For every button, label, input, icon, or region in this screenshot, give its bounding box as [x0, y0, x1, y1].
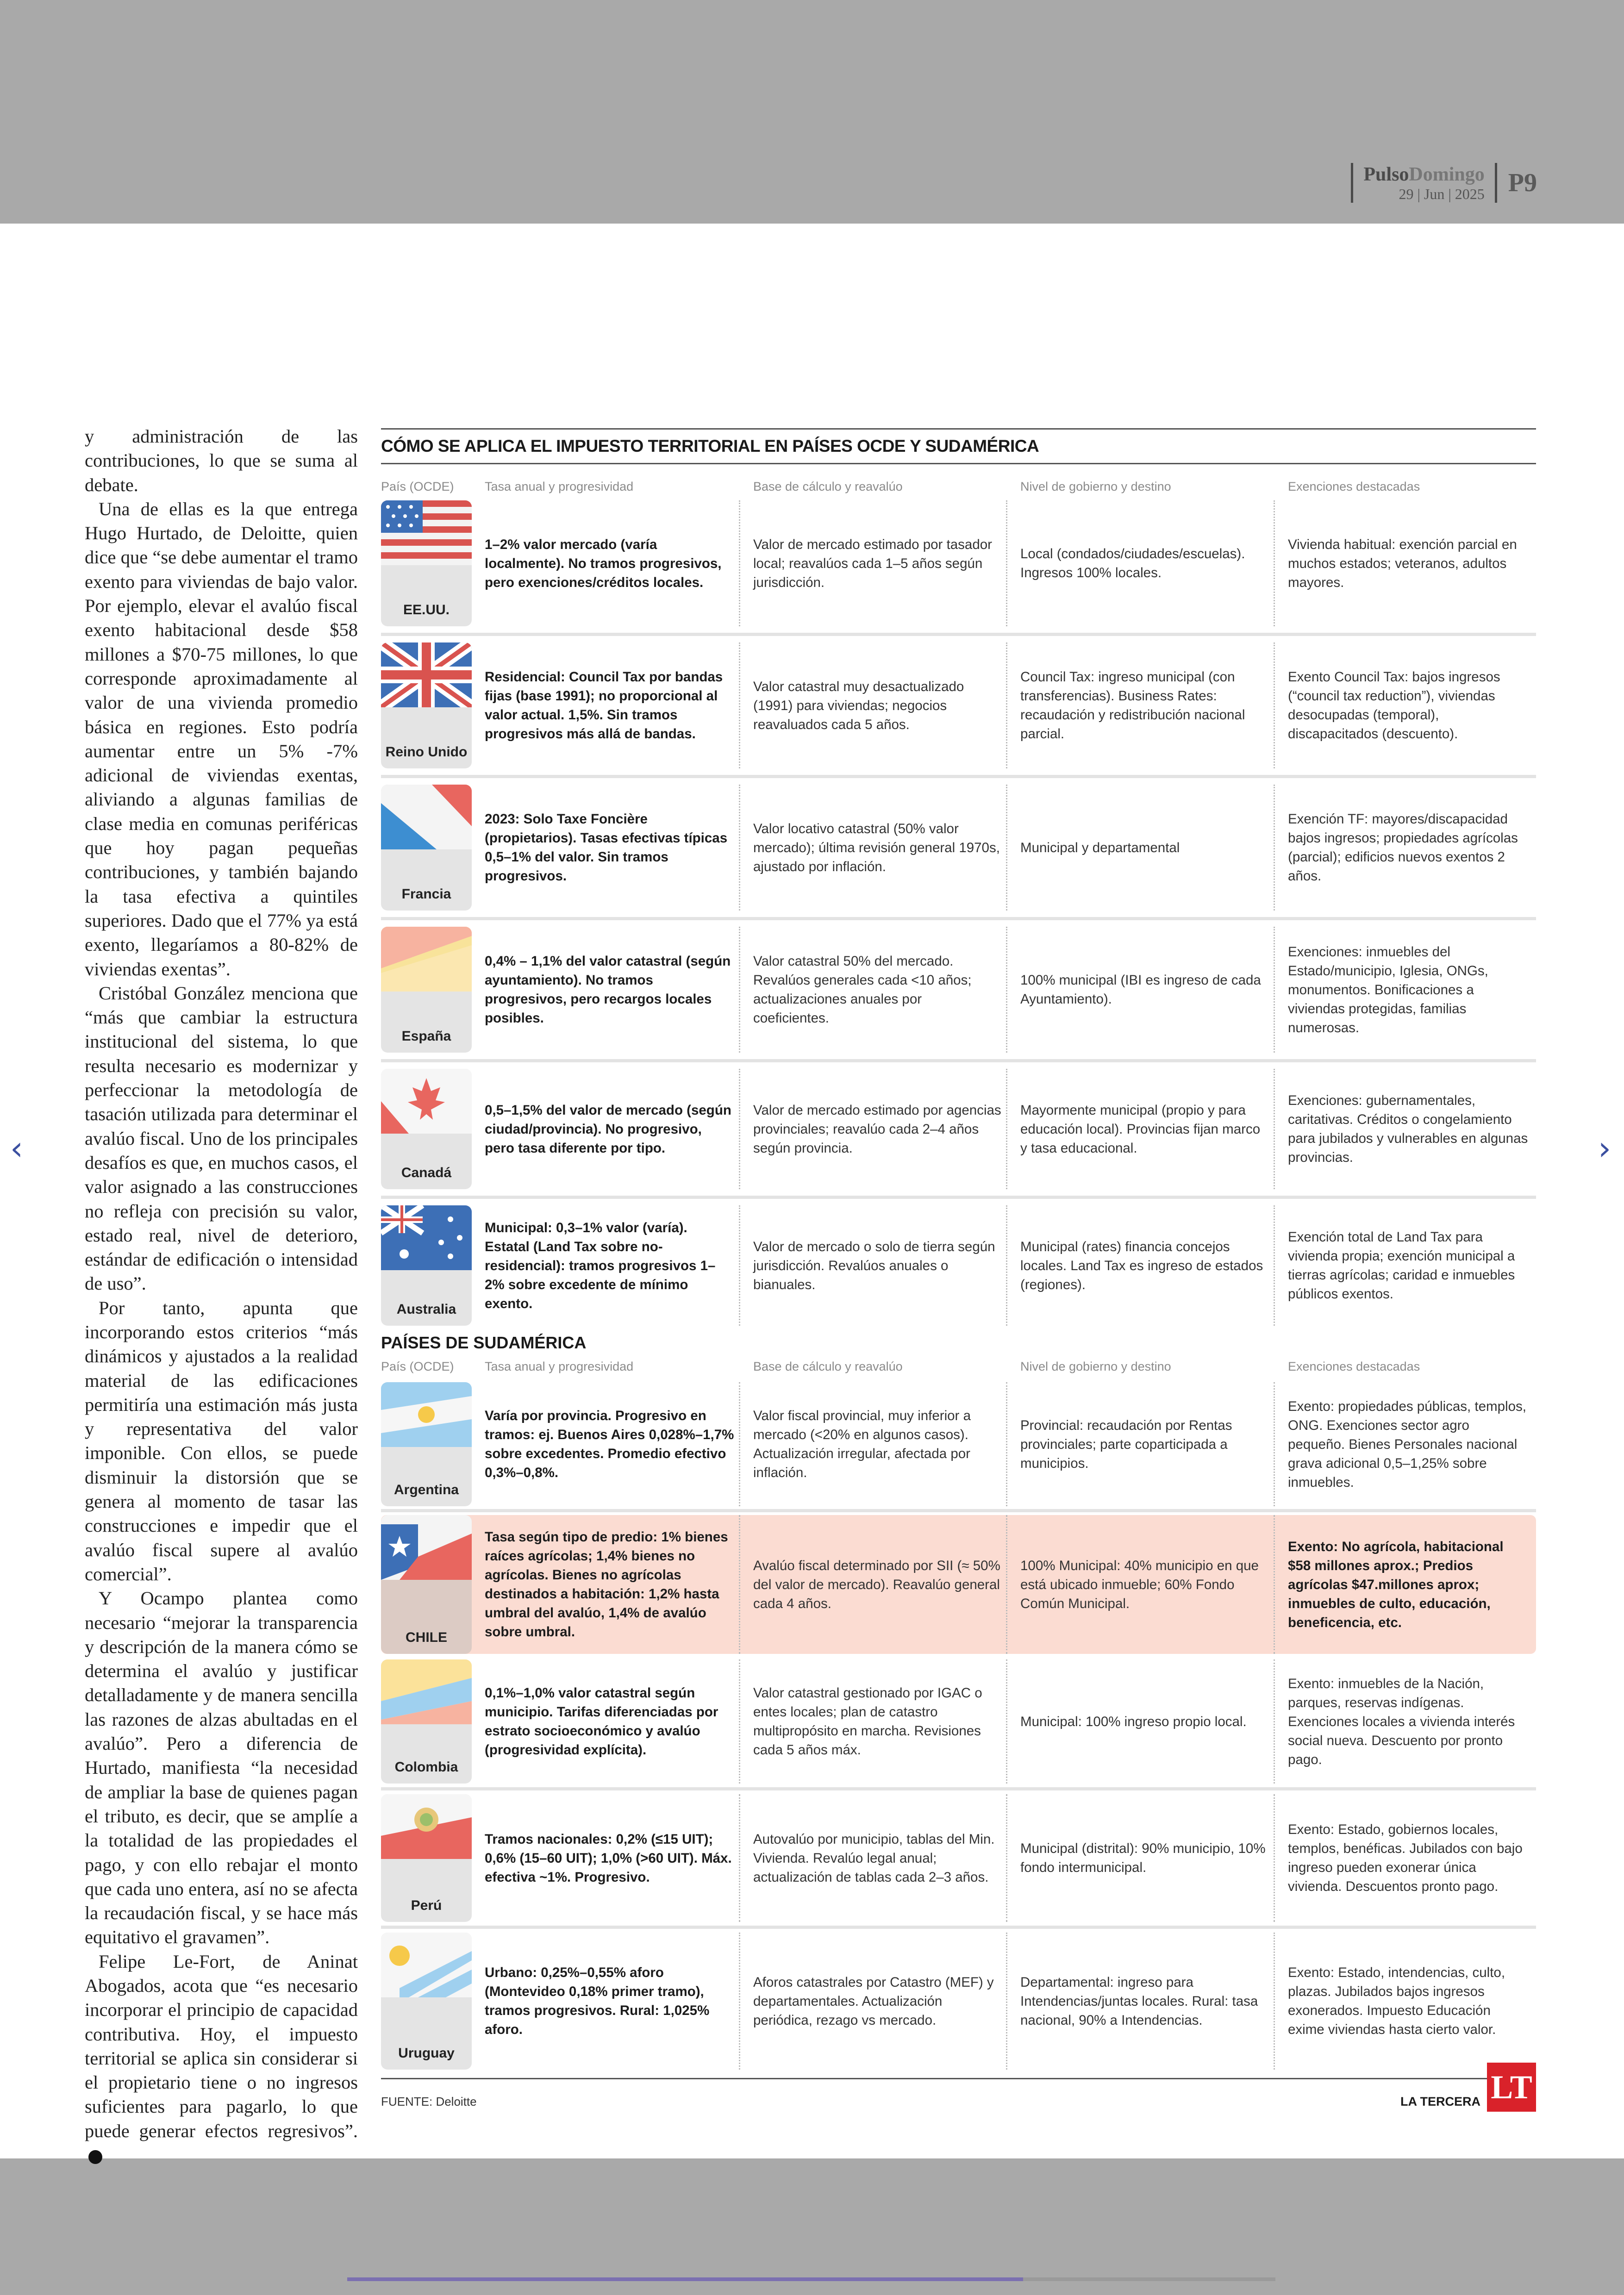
article-paragraph-last — [85, 1950, 358, 2168]
row-divider — [381, 1787, 1536, 1790]
country-cell — [381, 642, 472, 768]
base-cell: Valor catastral muy desactualizado (1991) para viviendas; negocios reavaluados cada 5 años. — [740, 642, 1007, 768]
article-paragraph: Y Ocampo plantea como necesario “mejorar la transparencia y descripción de la manera cómo se determina el avalúo y justificar detalladamente y de manera sencilla las razones de alzas abultadas en el avalúo”. Pero a diferencia de Hurtado, manifiesta “la necesidad de ampliar la base de quienes pagan el tributo, es decir, que se amplíe a la totalidad de las propiedades el pago, y con ello rebajar el monto que cada uno entera, así no se afecta la recaudación fiscal, y se hace más equitativo el gravamen”. — [85, 1588, 358, 1948]
country-name: CHILE — [406, 1630, 447, 1645]
base-cell: Valor catastral gestionado por IGAC o entes locales; plan de catastro multipropósito en marcha. Revisiones cada 5 años máx. — [740, 1659, 1007, 1784]
canada-flag-icon — [381, 1069, 472, 1134]
base-cell: Valor locativo catastral (50% valor mercado); última revisión general 1970s, ajustado por inflación. — [740, 785, 1007, 911]
argentina-flag-icon — [381, 1382, 472, 1447]
table-row — [381, 1382, 1536, 1506]
base-cell: Valor de mercado o solo de tierra según jurisdicción. Revalúos anuales o bianuales. — [740, 1205, 1007, 1326]
country-cell — [381, 1659, 472, 1784]
exemptions-cell: Exento: No agrícola, habitacional $58 millones aprox.; Predios agrícolas $47.millones aprox; inmuebles de culto, educación, beneficencia, etc. — [1288, 1539, 1504, 1630]
country-cell — [381, 1382, 472, 1506]
column-header: Base de cálculo y reavalúo — [753, 479, 903, 493]
row-spacer — [381, 1654, 1536, 1659]
country-cell — [381, 1205, 472, 1326]
brand-block — [1353, 163, 1494, 203]
row-divider — [381, 775, 1536, 778]
base-cell: Valor catastral 50% del mercado. Revalúos generales cada <10 años; actualizaciones anuales por coeficientes. — [740, 927, 1007, 1053]
base-cell: Aforos catastrales por Catastro (MEF) y departamentales. Actualización periódica, rezago vs mercado. — [740, 1933, 1007, 2070]
page-number: P9 — [1508, 168, 1537, 197]
rate-cell: 0,4% – 1,1% del valor catastral (según ayuntamiento). No tramos progresivos, pero recargos locales posibles. — [472, 927, 740, 1053]
rate-cell: Municipal: 0,3–1% valor (varía). Estatal (Land Tax sobre no-residencial): tramos progresivos 1–2% sobre excedente de mínimo exento. — [472, 1205, 740, 1326]
country-name: Colombia — [394, 1759, 458, 1775]
table-row — [381, 1933, 1536, 2070]
table-row — [381, 642, 1536, 768]
table-row — [381, 1794, 1536, 1922]
publisher-name: LA TERCERA — [1400, 2095, 1480, 2108]
country-cell — [381, 1515, 472, 1654]
country-name: Perú — [411, 1898, 442, 1913]
article-paragraph: Por tanto, apunta que incorporando estos criterios “más dinámicos y ajustados a la realidad material de las edificaciones permitiría una estimación más justa y representativa del valor imponible. Con ellos, se puede disminuir la distorsión que se genera al momento de tasar las construcciones e impedir que el avalúo fiscal supere al avalúo comercial”. — [85, 1297, 358, 1584]
france-flag-icon — [381, 785, 472, 849]
exemptions-cell: Vivienda habitual: exención parcial en muchos estados; veteranos, adultos mayores. — [1288, 536, 1517, 590]
exemptions-cell: Exento Council Tax: bajos ingresos (“council tax reduction”), viviendas desocupadas (temporal), discapacitados (descuento). — [1288, 669, 1500, 742]
spain-flag-icon — [381, 927, 472, 992]
la-tercera-logo: LT — [1487, 2063, 1536, 2112]
section-title-sudamerica: PAÍSES DE SUDAMÉRICA — [381, 1333, 587, 1352]
table-header-ocde — [381, 473, 1536, 500]
rate-cell: Tramos nacionales: 0,2% (≤15 UIT); 0,6% (15–60 UIT); 1,0% (>60 UIT). Máx. efectiva ~1%. Progresivo. — [472, 1794, 740, 1922]
country-name: EE.UU. — [403, 602, 450, 617]
base-cell: Valor de mercado estimado por tasador local; reavalúos cada 1–5 años según jurisdicción. — [740, 500, 1007, 626]
brand-name-secondary: Domingo — [1409, 163, 1485, 185]
country-cell — [381, 927, 472, 1053]
level-cell: Provincial: recaudación por Rentas provinciales; parte coparticipada a municipios. — [1007, 1382, 1275, 1506]
table-row — [381, 927, 1536, 1053]
country-cell — [381, 500, 472, 626]
table-header-sud — [381, 1356, 1536, 1377]
base-cell: Avalúo fiscal determinado por SII (≈ 50% del valor de mercado). Reavalúo general cada 4 años. — [740, 1515, 1007, 1654]
level-cell: 100% municipal (IBI es ingreso de cada Ayuntamiento). — [1007, 927, 1275, 1053]
column-header: Nivel de gobierno y destino — [1020, 479, 1171, 493]
country-name: Reino Unido — [385, 744, 468, 760]
exemptions-cell: Exención TF: mayores/discapacidad bajos ingresos; propiedades agrícolas (parcial); edificios nuevos exentos 2 años. — [1288, 811, 1518, 884]
rate-cell: 2023: Solo Taxe Foncière (propietarios). Tasas efectivas típicas 0,5–1% del valor. Sin tramos progresivos. — [472, 785, 740, 911]
base-cell: Autovalúo por municipio, tablas del Min. Vivienda. Revalúo legal anual; actualización de tablas cada 2–3 años. — [740, 1794, 1007, 1922]
horizontal-scrollbar[interactable] — [347, 2277, 1275, 2281]
base-cell: Valor de mercado estimado por agencias provinciales; reavalúo cada 2–4 años según provincia. — [740, 1069, 1007, 1189]
level-cell: Municipal (rates) financia concejos locales. Land Tax es ingreso de estados (regiones). — [1007, 1205, 1275, 1326]
row-divider — [381, 1509, 1536, 1512]
level-cell: Departamental: ingreso para Intendencias/juntas locales. Rural: tasa nacional, 90% a Intendencias. — [1007, 1933, 1275, 2070]
column-header: Exenciones destacadas — [1288, 479, 1420, 493]
row-divider — [381, 633, 1536, 636]
table-row — [381, 785, 1536, 911]
row-divider — [381, 917, 1536, 920]
level-cell: Local (condados/ciudades/escuelas). Ingresos 100% locales. — [1007, 500, 1275, 626]
rate-cell: Tasa según tipo de predio: 1% bienes raíces agrícolas; 1,4% bienes no agrícolas. Bienes no agrícolas destinados a habitación: 1,2% hasta umbral del avalúo, 1,4% de avalúo sobre umbral. — [472, 1515, 740, 1654]
rate-cell: Urbano: 0,25%–0,55% aforo (Montevideo 0,18% primer tramo), tramos progresivos. Rural: 1,025% aforo. — [472, 1933, 740, 2070]
chile-flag-icon — [381, 1515, 472, 1580]
level-cell: Municipal y departamental — [1007, 785, 1275, 911]
colombia-flag-icon — [381, 1659, 472, 1724]
rate-cell: Varía por provincia. Progresivo en tramos: ej. Buenos Aires 0,028%–1,7% sobre excedentes. Promedio efectivo 0,3%–0,8%. — [472, 1382, 740, 1506]
article-paragraph-text: Felipe Le-Fort, de Aninat Abogados, acota que “es necesario incorporar el principio de capacidad contributiva. Hoy, el impuesto territorial se aplica sin considerar si el propietario tiene o no ingresos suficientes para pagarlo, lo que puede generar efectos regresivos”. — [85, 1951, 358, 2141]
base-cell: Valor fiscal provincial, muy inferior a mercado (<20% en algunos casos). Actualización irregular, afectada por inflación. — [740, 1382, 1007, 1506]
exemptions-cell: Exenciones: inmuebles del Estado/municipio, Iglesia, ONGs, monumentos. Bonificaciones a viviendas protegidas, familias numerosas. — [1288, 944, 1488, 1035]
column-header: País (OCDE) — [381, 1359, 454, 1373]
scrollbar-thumb[interactable] — [347, 2277, 1023, 2281]
exemptions-cell: Exención total de Land Tax para vivienda propia; exención municipal a tierras agrícolas; caridad e inmuebles públicos exentos. — [1288, 1229, 1515, 1302]
exemptions-cell: Exento: inmuebles de la Nación, parques, reservas indígenas. Exenciones locales a vivienda interés social nueva. Descuento por pronto pago. — [1288, 1676, 1515, 1767]
row-divider — [381, 1059, 1536, 1062]
previous-page-icon[interactable]: ‹ — [10, 1129, 23, 1167]
country-cell — [381, 1933, 472, 2070]
rate-cell: Residencial: Council Tax por bandas fijas (base 1991); no proporcional al valor actual. 1,5%. Sin tramos progresivos más allá de bandas. — [472, 642, 740, 768]
infographic-footer — [381, 2068, 1536, 2112]
infographic-title: CÓMO SE APLICA EL IMPUESTO TERRITORIAL EN PAÍSES OCDE Y SUDAMÉRICA — [381, 428, 1536, 463]
column-header: Base de cálculo y reavalúo — [753, 1359, 903, 1373]
country-name: Argentina — [394, 1482, 459, 1497]
column-header: Tasa anual y progresividad — [485, 1359, 634, 1373]
article-body — [85, 424, 358, 2167]
next-page-icon[interactable]: › — [1598, 1129, 1611, 1167]
country-name: Australia — [396, 1302, 456, 1317]
article-paragraph: Una de ellas es la que entrega Hugo Hurtado, de Deloitte, quien dice que “se debe aumentar el tramo exento para viviendas de bajo valor. Por ejemplo, elevar el avalúo fiscal exento habitacional desde $58 millones a $70-75 millones, lo que corresponde aproximadamente al valor de una vivienda promedio básica en regiones. Esto podría aumentar entre un 5% -7% adicional de viviendas exentas, aliviando a algunas familias de clase media en comunas periféricas que hoy pagan pequeñas contribuciones, y también bajando la tasa efectiva a quintiles superiores. Dado que el 77% ya está exento, llegaríamos a 80-82% de viviendas exentas”. — [85, 498, 358, 979]
row-divider — [381, 1926, 1536, 1929]
column-header: Exenciones destacadas — [1288, 1359, 1420, 1373]
title-rule — [381, 463, 1536, 464]
source-note: FUENTE: Deloitte — [381, 2095, 477, 2108]
level-cell: Municipal: 100% ingreso propio local. — [1007, 1659, 1275, 1784]
country-name: Uruguay — [398, 2046, 455, 2061]
rate-cell: 0,5–1,5% del valor de mercado (según ciudad/provincia). No progresivo, pero tasa diferente por tipo. — [472, 1069, 740, 1189]
row-divider — [381, 1196, 1536, 1199]
level-cell: Municipal (distrital): 90% municipio, 10% fondo intermunicipal. — [1007, 1794, 1275, 1922]
australia-flag-icon — [381, 1205, 472, 1270]
country-cell — [381, 1794, 472, 1922]
column-header: Tasa anual y progresividad — [485, 479, 634, 493]
country-name: Canadá — [401, 1165, 452, 1180]
exemptions-cell: Exenciones: gubernamentales, caritativas. Créditos o congelamiento para jubilados y vulnerables en algunas provincias. — [1288, 1093, 1528, 1165]
usa-flag-icon — [381, 500, 472, 565]
table-row — [381, 1659, 1536, 1784]
rate-cell: 1–2% valor mercado (varía localmente). No tramos progresivos, pero exenciones/créditos locales. — [472, 500, 740, 626]
peru-flag-icon — [381, 1794, 472, 1859]
masthead — [1351, 160, 1537, 206]
country-cell — [381, 1069, 472, 1189]
uk-flag-icon — [381, 642, 472, 707]
rate-cell: 0,1%–1,0% valor catastral según municipio. Tarifas diferenciadas por estrato socioeconómico y avalúo (progresividad explícita). — [472, 1659, 740, 1784]
uruguay-flag-icon — [381, 1933, 472, 1997]
article-paragraph: y administración de las contribuciones, lo que se suma al debate. — [85, 426, 358, 495]
column-header: Nivel de gobierno y destino — [1020, 1359, 1171, 1373]
edition-date: 29 | Jun | 2025 — [1399, 185, 1485, 202]
table-row — [381, 500, 1536, 626]
end-bullet-icon — [88, 2150, 102, 2164]
level-cell: Mayormente municipal (propio y para educación local). Provincias fijan marco y tasa educacional. — [1007, 1069, 1275, 1189]
level-cell: Council Tax: ingreso municipal (con transferencias). Business Rates: recaudación y redistribución nacional parcial. — [1007, 642, 1275, 768]
publisher-block — [1400, 2063, 1536, 2112]
article-paragraph: Cristóbal González menciona que “más que cambiar la estructura institucional del sistema, lo que resulta necesario es modernizar y perfeccionar la metodología de tasación utilizada para determinar el avalúo fiscal. Uno de los principales desafíos es que, en muchos casos, el valor asignado a las construcciones no refleja con precisión su valor, estado real, nivel de deterioro, estándar de edificación o intensidad de uso”. — [85, 982, 358, 1294]
country-cell — [381, 785, 472, 911]
exemptions-cell: Exento: propiedades públicas, templos, ONG. Exenciones sector agro pequeño. Bienes Personales nacional grava adicional 0,5–1,25% sobre inmuebles. — [1288, 1398, 1526, 1490]
country-name: España — [401, 1029, 451, 1044]
table-row — [381, 1069, 1536, 1189]
infographic — [381, 428, 1536, 2112]
exemptions-cell: Exento: Estado, intendencias, culto, plazas. Jubilados bajos ingresos exonerados. Impuesto Educación exime viviendas hasta cierto valor. — [1288, 1965, 1505, 2037]
country-name: Francia — [401, 886, 451, 902]
table-row-highlighted — [381, 1515, 1536, 1654]
level-cell: 100% Municipal: 40% municipio en que está ubicado inmueble; 60% Fondo Común Municipal. — [1007, 1515, 1275, 1654]
brand-name: Pulso — [1363, 163, 1409, 185]
column-header: País (OCDE) — [381, 479, 454, 493]
table-row — [381, 1205, 1536, 1326]
exemptions-cell: Exento: Estado, gobiernos locales, templos, benéficas. Jubilados con bajo ingreso pueden exonerar única vivienda. Descuentos pronto pago. — [1288, 1822, 1523, 1894]
